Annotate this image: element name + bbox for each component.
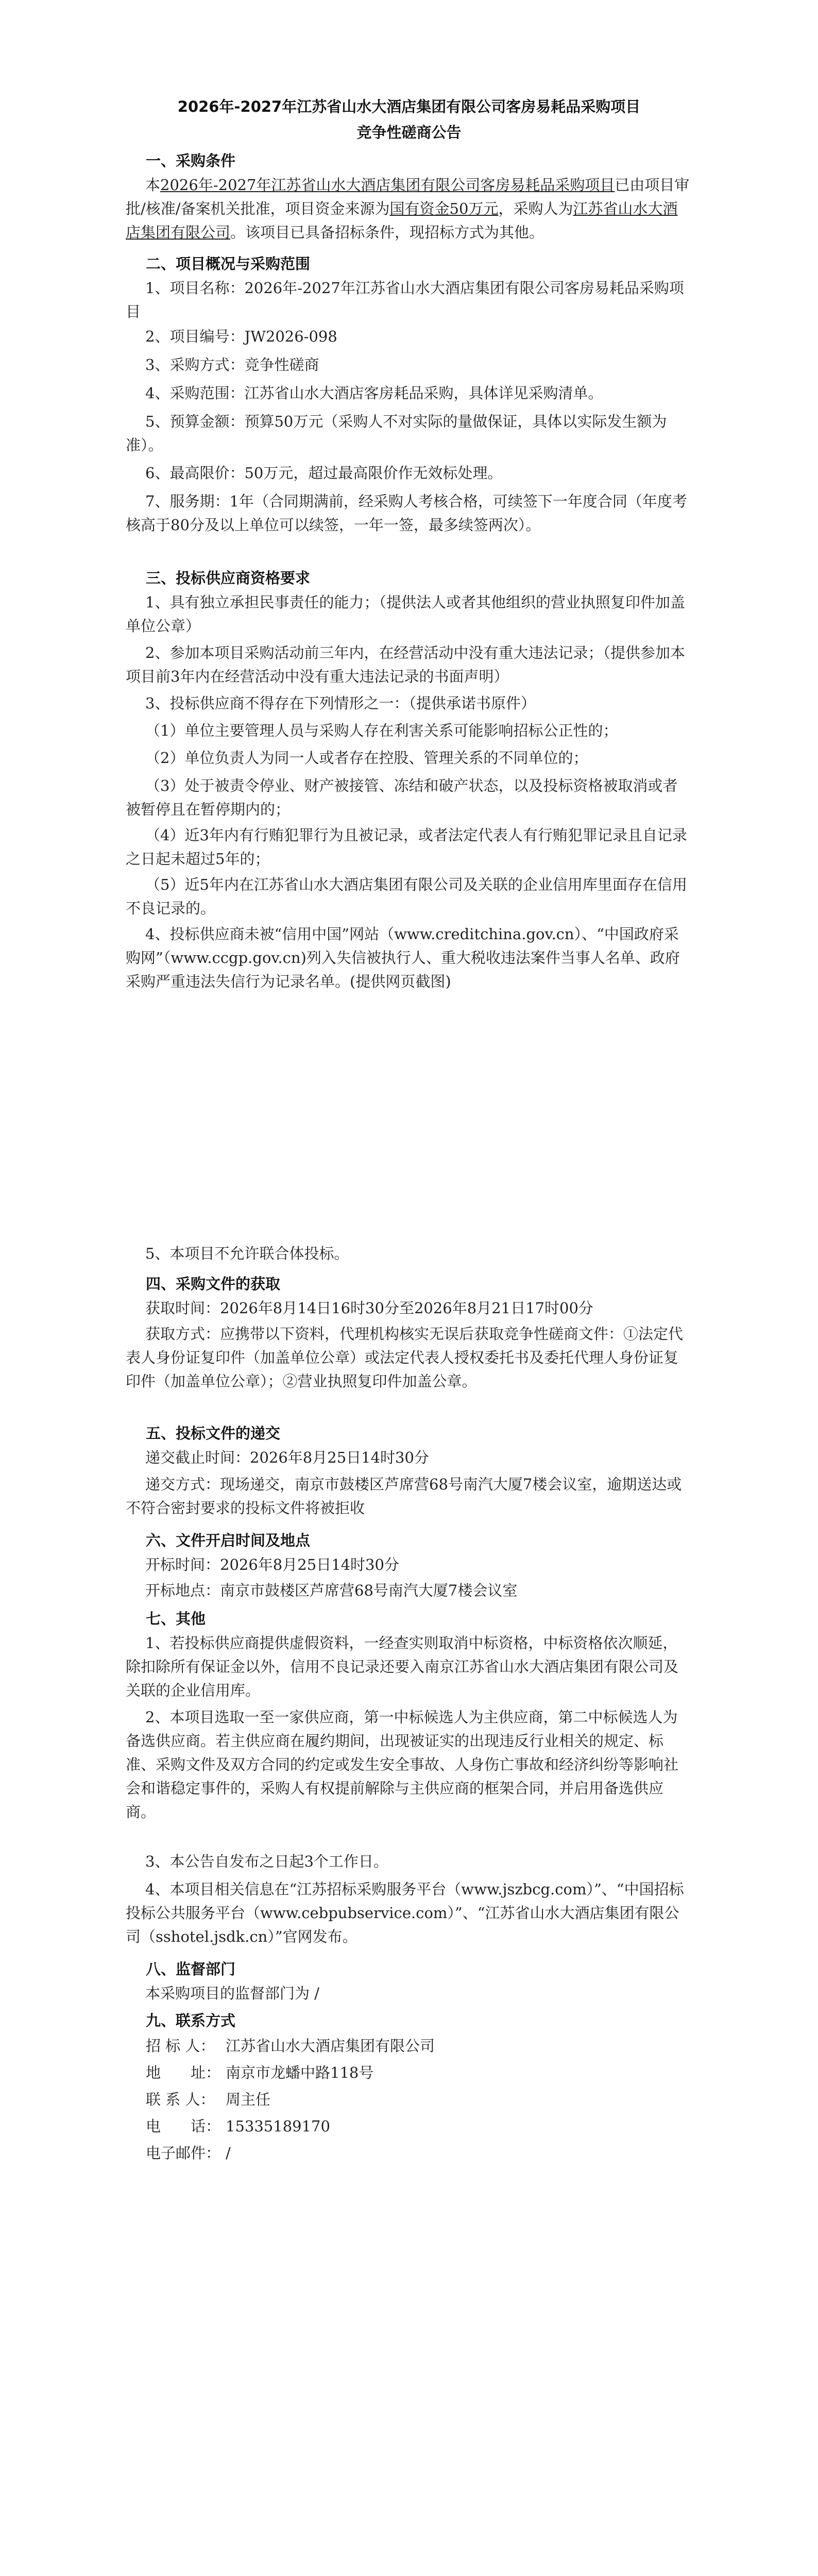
document-subtitle: 竞争性磋商公告 (356, 124, 462, 141)
section-4-heading: 四、采购文件的获取 (146, 1275, 281, 1293)
s7-item-4: 4、本项目相关信息在“江苏招标采购服务平台（www.jszbcg.com）”、“中国招标投标公共服务平台（www.cebpubservice.com）”、“江苏省山水大酒店集团有限公司（sshotel.jsdk.cn）”官网发布。 (126, 1880, 684, 1945)
s2-item-1: 1、项目名称：2026年-2027年江苏省山水大酒店集团有限公司客房易耗品采购项目 (126, 279, 684, 320)
fund-source: 国有资金50万元 (389, 200, 499, 217)
section-8-heading: 八、监督部门 (146, 1960, 236, 1978)
s2-item-7: 7、服务期：1年（合同期满前，经采购人考核合格，可续签下一年度合同（年度考核高于80分及以上单位可以续签，一年一签，最多续签两次）。 (126, 493, 687, 534)
s3-sub-1: （1）单位主要管理人员与采购人存在利害关系可能影响招标公正性的； (145, 722, 618, 739)
document-title: 2026年-2027年江苏省山水大酒店集团有限公司客房易耗品采购项目 (177, 98, 641, 115)
s7-item-3: 3、本公告自发布之日起3个工作日。 (145, 1853, 388, 1870)
s7-item-1: 1、若投标供应商提供虚假资料，一经查实则取消中标资格，中标资格依次顺延，除扣除所有保证金以外，信用不良记录还要入南京江苏省山水大酒店集团有限公司及关联的企业信用库。 (126, 1634, 679, 1699)
s3-item-5: 5、本项目不允许联合体投标。 (145, 1245, 349, 1262)
s2-item-2: 2、项目编号：JW2026-098 (145, 328, 337, 345)
section-2-heading: 二、项目概况与采购范围 (146, 255, 311, 273)
s2-item-3: 3、采购方式：竞争性磋商 (145, 356, 319, 374)
section-1-heading: 一、采购条件 (146, 152, 236, 170)
s2-item-4: 4、采购范围：江苏省山水大酒店客房耗品采购，具体详见采购清单。 (145, 384, 603, 402)
s2-item-5: 5、预算金额：预算50万元（采购人不对实际的量做保证，具体以实际发生额为准）。 (126, 413, 667, 454)
s3-sub-5: （5）近5年内在江苏省山水大酒店集团有限公司及关联的企业信用库里面存在信用不良记录的。 (126, 876, 687, 917)
s7-item-2: 2、本项目选取一至一家供应商，第一中标候选人为主供应商，第二中标候选人为备选供应商。若主供应商在履约期间，出现被证实的出现违反行业相关的规定、标准、采购文件及双方合同的约定或发生安全事故、人身伤亡事故和经济纠纷等影响社会和谐稳定事件的，采购人有权提前解除与主供应商的框架合同，并启用备选供应商。 (126, 1708, 679, 1821)
section-9-heading: 九、联系方式 (146, 2012, 236, 2029)
owner-phone-row: 电 话： 15335189170 (146, 2117, 330, 2135)
s3-sub-3: （3）处于被责令停业、财产被接管、冻结和破产状态，以及投标资格被取消或者被暂停且在暂停期内的； (126, 777, 678, 818)
purchaser-name: 江苏省山水大酒店集团有限公司 (126, 200, 678, 241)
s6-place: 开标地点：南京市鼓楼区芦席营68号南汽大厦7楼会议室 (145, 1582, 518, 1599)
s3-item-4: 4、投标供应商未被“信用中国”网站（www.creditchina.gov.cn）、“中国政府采购网”（www.ccgp.gov.cn)列入失信被执行人、重大税收违法案件当事人名单、政府采购严重违法失信行为记录名单。(提供网页截图) (126, 925, 680, 990)
section-5-heading: 五、投标文件的递交 (146, 1425, 281, 1442)
s2-item-6: 6、最高限价：50万元，超过最高限价作无效标处理。 (145, 464, 503, 482)
s4-method: 获取方式：应携带以下资料，代理机构核实无误后获取竞争性磋商文件：①法定代表人身份证复印件（加盖单位公章）或法定代表人授权委托书及委托代理人身份证复印件（加盖单位公章）；②营业执照复印件加盖公章。 (126, 1325, 684, 1390)
s4-time: 获取时间：2026年8月14日16时30分至2026年8月21日17时00分 (145, 1299, 593, 1317)
s3-item-3: 3、投标供应商不得存在下列情形之一：（提供承诺书原件） (145, 694, 536, 712)
owner-email-row: 电子邮件： / (146, 2144, 231, 2162)
s3-item-1: 1、具有独立承担民事责任的能力；（提供法人或者其他组织的营业执照复印件加盖单位公章） (126, 594, 685, 635)
section-6-heading: 六、文件开启时间及地点 (146, 1532, 311, 1549)
s5-deadline: 递交截止时间：2026年8月25日14时30分 (145, 1449, 429, 1466)
owner-name-row: 招 标 人： 江苏省山水大酒店集团有限公司 (146, 2037, 435, 2055)
s3-item-2: 2、参加本项目采购活动前三年内，在经营活动中没有重大违法记录；（提供参加本项目前3年内在经营活动中没有重大违法记录的书面声明） (126, 644, 685, 685)
s8-text: 本采购项目的监督部门为 / (145, 1985, 319, 2002)
project-name-link: 2026年-2027年江苏省山水大酒店集团有限公司客房易耗品采购项目 (160, 176, 615, 194)
s6-time: 开标时间：2026年8月25日14时30分 (145, 1556, 399, 1573)
section-3-heading: 三、投标供应商资格要求 (146, 569, 311, 587)
section-7-heading: 七、其他 (146, 1610, 206, 1628)
s3-sub-4: （4）近3年内有行贿犯罪行为且被记录，或者法定代表人有行贿犯罪记录且自记录之日起未超过5年的； (126, 826, 687, 868)
s5-method: 递交方式：现场递交，南京市鼓楼区芦席营68号南汽大厦7楼会议室，逾期送达或不符合密封要求的投标文件将被拒收 (126, 1476, 682, 1517)
owner-address-row: 地 址： 南京市龙蟠中路118号 (146, 2064, 374, 2081)
owner-contact-row: 联 系 人： 周主任 (146, 2091, 271, 2108)
section-1-paragraph: 本2026年-2027年江苏省山水大酒店集团有限公司客房易耗品采购项目已由项目审批/核准/备案机关批准，项目资金来源为国有资金50万元，采购人为江苏省山水大酒店集团有限公司。该项目已具备招标条件，现招标方式为其他。 (126, 176, 690, 241)
s3-sub-2: （2）单位负责人为同一人或者存在控股、管理关系的不同单位的； (145, 749, 588, 767)
